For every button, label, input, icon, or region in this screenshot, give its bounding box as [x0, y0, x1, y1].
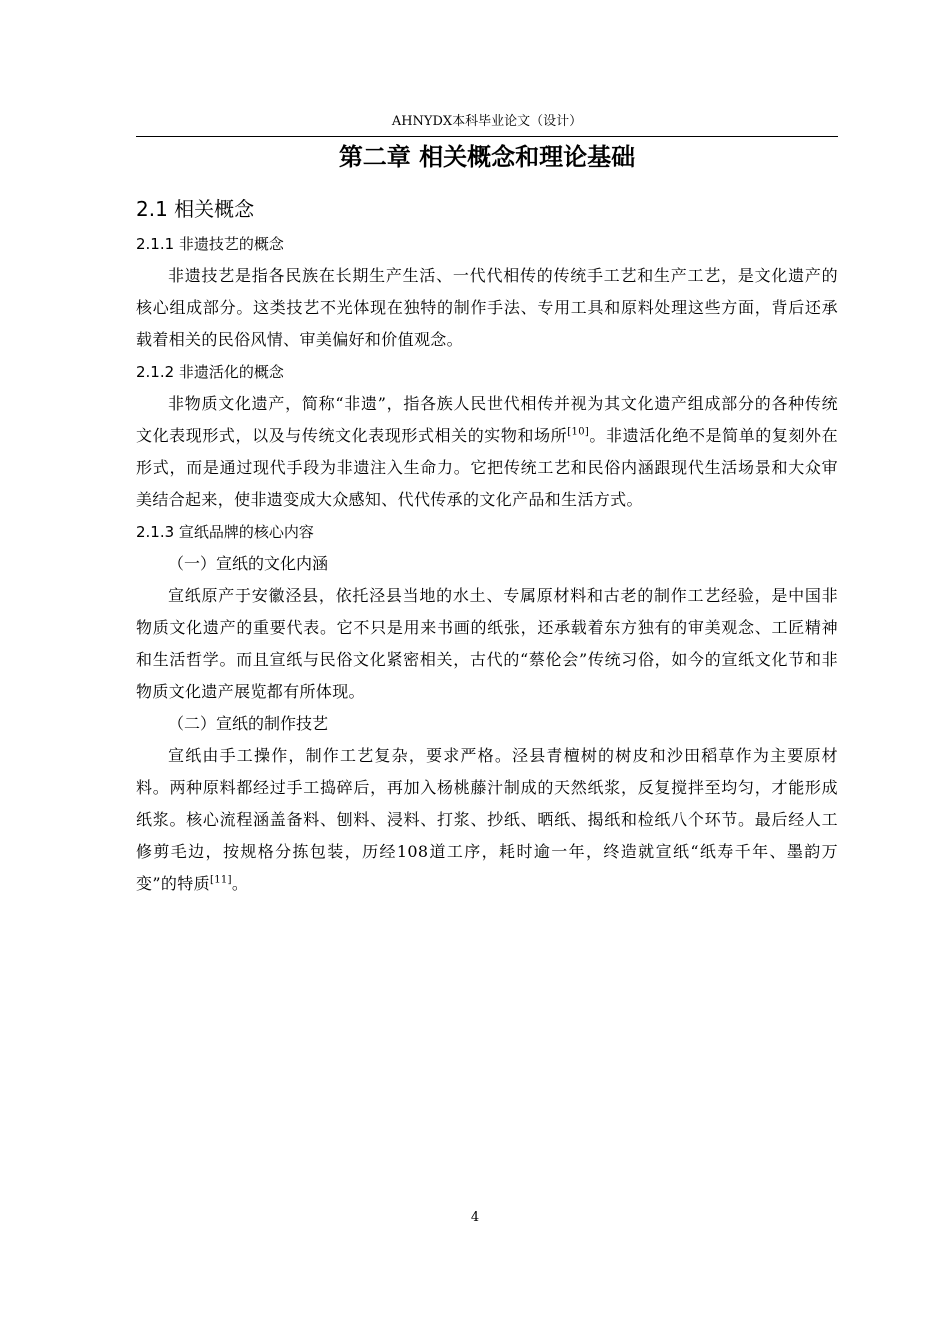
- citation-ref: [11]: [209, 874, 232, 886]
- paragraph-text: 宣纸由手工操作，制作工艺复杂，要求严格。泾县青檀树的树皮和沙田稻草作为主要原材料。两种原料都经过手工捣碎后，再加入杨桃藤汁制成的天然纸浆，反复搅拌至均匀，才能形成纸浆。核心流程涵盖备料、刨料、浸料、打浆、抄纸、晒纸、揭纸和检纸八个环节。最后经人工修剪毛边，按规格分拣包装，历经108道工序，耗时逾一年，终造就宣纸“纸寿千年、墨韵万变”的特质: [136, 746, 838, 893]
- chapter-title: 第二章 相关概念和理论基础: [338, 143, 636, 171]
- running-header: AHNYDX本科毕业论文（设计）: [391, 114, 583, 129]
- section-title: 2.1 相关概念: [136, 197, 255, 221]
- paragraph-text: 非物质文化遗产，简称“非遗”，指各族人民世代相传并视为其文化遗产组成部分的各种传统文化表现形式，以及与传统文化表现形式相关的实物和场所: [136, 394, 838, 445]
- list-item-label: （一）宣纸的文化内涵: [168, 554, 329, 573]
- paragraph: [136, 388, 838, 516]
- citation-ref: [10]: [567, 426, 590, 438]
- page-content: [136, 138, 838, 900]
- paragraph: 非遗技艺是指各民族在长期生产生活、一代代相传的传统手工艺和生产工艺，是文化遗产的核心组成部分。这类技艺不光体现在独特的制作手法、专用工具和原料处理这些方面，背后还承载着相关的民俗风情、审美偏好和价值观念。: [136, 266, 838, 349]
- subsection-title-2-1-3: 2.1.3 宣纸品牌的核心内容: [136, 523, 314, 541]
- paragraph: [136, 740, 838, 900]
- subsection-title-2-1-2: 2.1.2 非遗活化的概念: [136, 363, 284, 381]
- header-rule: [136, 136, 838, 137]
- paragraph-text: 。: [231, 874, 249, 893]
- paragraph-text: 。非遗活化绝不是简单的复刻外在形式，而是通过现代手段为非遗注入生命力。它把传统工艺和民俗内涵跟现代生活场景和大众审美结合起来，使非遗变成大众感知、代代传承的文化产品和生活方式。: [136, 426, 838, 509]
- list-item-label: （二）宣纸的制作技艺: [168, 714, 329, 733]
- page-number: 4: [470, 1210, 480, 1225]
- paragraph: 宣纸原产于安徽泾县，依托泾县当地的水土、专属原材料和古老的制作工艺经验，是中国非物质文化遗产的重要代表。它不只是用来书画的纸张，还承载着东方独有的审美观念、工匠精神和生活哲学。而且宣纸与民俗文化紧密相关，古代的“蔡伦会”传统习俗，如今的宣纸文化节和非物质文化遗产展览都有所体现。: [136, 586, 838, 701]
- subsection-title-2-1-1: 2.1.1 非遗技艺的概念: [136, 235, 284, 253]
